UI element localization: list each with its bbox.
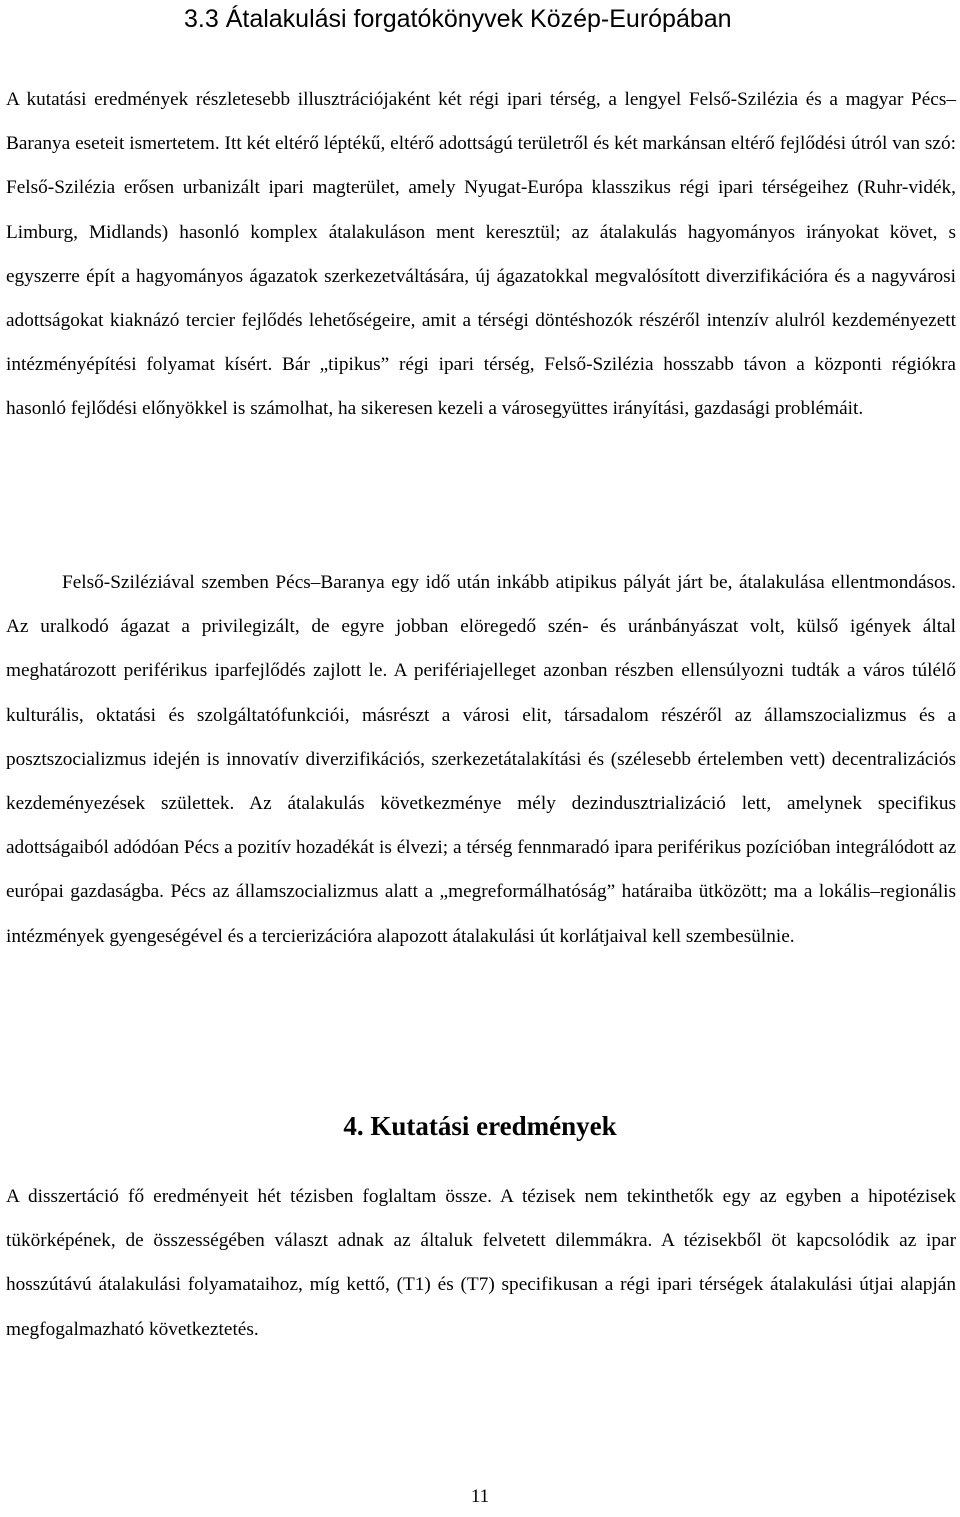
chapter-paragraph: A disszertáció fő eredményeit hét tézisben foglaltam össze. A tézisek nem tekinthetők egy az egyben a hipotézisek tükörképének, de összességében választ adnak az általuk felvetett dilemmákra. A tézisekből öt kapcsolódik az ipar hosszútávú átalakulási folyamataihoz, míg kettő, (T1) és (T7) specifikusan a régi ipari térségek átalakulási útjai alapján megfogalmazható következtetés. — [6, 1186, 956, 1340]
section-title: 3.3 Átalakulási forgatókönyvek Közép-Európában — [184, 5, 732, 33]
paragraph-1: A kutatási eredmények részletesebb illusztrációjaként két régi ipari térség, a lengyel Felső-Szilézia és a magyar Pécs–Baranya eseteit ismertetem. Itt két eltérő léptékű, eltérő adottságú területről és két markánsan eltérő fejlődési útról van szó: Felső-Szilézia erősen urbanizált ipari magterület, amely Nyugat-Európa klasszikus régi ipari térségeihez (Ruhr-vidék, Limburg, Midlands) hasonló komplex átalakuláson ment keresztül; az átalakulás hagyományos irányokat követ, s egyszerre épít a hagyományos ágazatok szerkezetváltására, új ágazatokkal megvalósított diverzifikációra és a nagyvárosi adottságokat kiaknázó tercier fejlődés lehetőségeire, amit a térségi döntéshozók részéről intenzív alulról kezdeményezett intézményépítési folyamat kísért. Bár „tipikus” régi ipari térség, Felső-Szilézia hosszabb távon a központi régiókra hasonló fejlődési előnyökkel is számolhat, ha sikeresen kezeli a városegyüttes irányítási, gazdasági problémáit. — [6, 89, 956, 420]
paragraph-2: Felső-Sziléziával szemben Pécs–Baranya egy idő után inkább atipikus pályát járt be, átalakulása ellentmondásos. Az uralkodó ágazat a privilegizált, de egyre jobban elöregedő szén- és uránbányászat volt, külső igények által meghatározott periférikus iparfejlődés zajlott le. A perifériajelleget azonban részben ellensúlyozni tudták a város túlélő kulturális, oktatási és szolgáltatófunkciói, másrészt a városi elit, társadalom részéről az államszocializmus és a posztszocializmus idején is innovatív diverzifikációs, szerkezetátalakítási és (szélesebb értelemben vett) decentralizációs kezdeményezések születtek. Az átalakulás következménye mély dezindusztrializáció lett, amelynek specifikus adottságaiból adódóan Pécs a pozitív hozadékát is élvezi; a térség fennmaradó ipara periférikus pozícióban integrálódott az európai gazdaságba. Pécs az államszocializmus alatt a „megreformálhatóság” határaiba ütközött; ma a lokális–regionális intézmények gyengeségével és a tercierizációra alapozott átalakulási út korlátjaival kell szembesülnie. — [6, 572, 956, 947]
chapter-title: 4. Kutatási eredmények — [343, 1111, 617, 1141]
page-number: 11 — [470, 1486, 490, 1507]
